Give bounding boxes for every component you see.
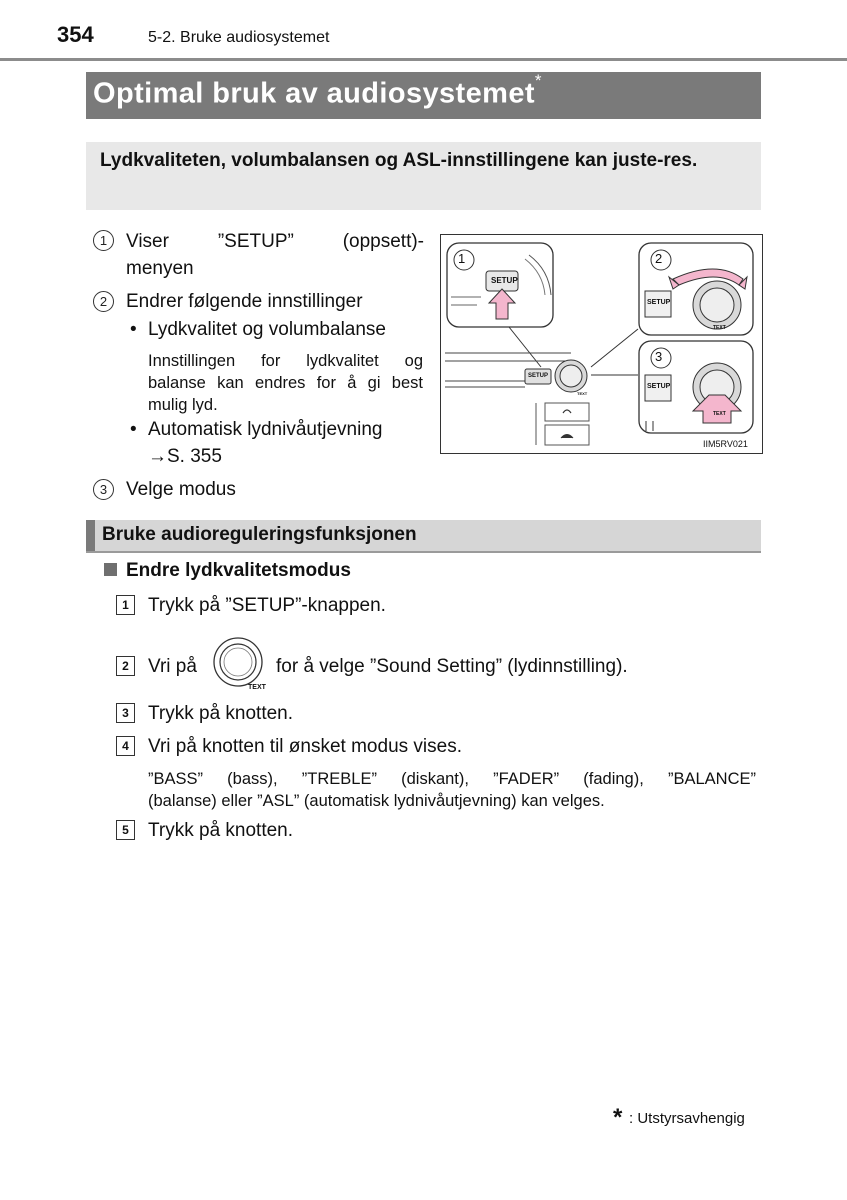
item-3-marker: 3 bbox=[93, 479, 114, 500]
step-1-text: Trykk på ”SETUP”-knappen. bbox=[148, 595, 386, 616]
step-4-number: 4 bbox=[116, 736, 135, 756]
step-2-number: 2 bbox=[116, 656, 135, 676]
subsection-title: Bruke audioreguleringsfunksjonen bbox=[102, 524, 417, 545]
dash-knob-inner bbox=[560, 365, 582, 387]
figure-inset3-setup: SETUP bbox=[647, 383, 671, 390]
figure-inset2-setup: SETUP bbox=[647, 299, 671, 306]
bullet-2-text: Automatisk lydnivåutjevning bbox=[148, 419, 383, 440]
figure-dash-setup-label: SETUP bbox=[528, 373, 549, 379]
figure-illustration bbox=[440, 234, 763, 454]
page-title bbox=[93, 71, 542, 111]
item-3-text: Velge modus bbox=[126, 479, 236, 500]
footnote-text: : Utstyrsavhengig bbox=[629, 1110, 745, 1127]
title-marker: * bbox=[534, 71, 542, 90]
item-1-line2: menyen bbox=[126, 258, 194, 279]
figure-inset2-text: TEXT bbox=[713, 325, 726, 331]
figure-label-3: 3 bbox=[655, 349, 663, 364]
step-4-text: Vri på knotten til ønsket modus vises. bbox=[148, 736, 462, 757]
step-1-number: 1 bbox=[116, 595, 135, 615]
inset-2-knob-inner bbox=[700, 288, 734, 322]
square-bullet-icon bbox=[104, 563, 117, 576]
tune-knob-icon bbox=[212, 636, 264, 688]
bullet-2-dot: • bbox=[130, 419, 137, 440]
title-band bbox=[86, 72, 761, 119]
bullet-2-ref[interactable]: →S. 355 bbox=[148, 446, 222, 467]
figure-setup-label: SETUP bbox=[491, 276, 518, 285]
intro-text: Lydkvaliteten, volumbalansen og ASL-innstillingene kan juste-res. bbox=[100, 150, 698, 171]
page-title-text: Optimal bruk av audiosystemet bbox=[93, 77, 535, 110]
procedure-note-line2: (balanse) eller ”ASL” (automatisk lydnivåutjevning) kan velges. bbox=[148, 792, 605, 810]
procedure-note-line1: ”BASS” (bass), ”TREBLE” (diskant), ”FADER” (fading), ”BALANCE” bbox=[148, 770, 756, 788]
figure-code: IIM5RV021 bbox=[703, 439, 748, 449]
section-heading: 5-2. Bruke audiosystemet bbox=[148, 29, 330, 46]
connector-2 bbox=[591, 329, 638, 367]
item-2-marker: 2 bbox=[93, 291, 114, 312]
step-3-text: Trykk på knotten. bbox=[148, 703, 294, 724]
step-2-post: for å velge ”Sound Setting” (lydinnstilling). bbox=[276, 656, 628, 677]
procedure-heading: Endre lydkvalitetsmodus bbox=[126, 560, 351, 581]
page-number: 354 bbox=[57, 22, 94, 47]
step-3-number: 3 bbox=[116, 703, 135, 723]
step-2-pre: Vri på bbox=[148, 656, 197, 677]
bullet-1-dot: • bbox=[130, 319, 137, 340]
bullet-1-note-line1: Innstillingen for lydkvalitet og bbox=[148, 352, 423, 370]
bullet-1-note-line2: balanse kan endres for å gi best bbox=[148, 374, 423, 392]
footnote-star: * bbox=[613, 1104, 623, 1131]
item-2-text: Endrer følgende innstillinger bbox=[126, 291, 363, 312]
figure-label-1: 1 bbox=[458, 251, 466, 266]
figure-dash-text: TEXT bbox=[577, 391, 588, 396]
step-5-number: 5 bbox=[116, 820, 135, 840]
subsection-marker bbox=[86, 520, 95, 551]
header-rule bbox=[0, 58, 847, 61]
intro-box bbox=[86, 142, 761, 210]
bullet-1-text: Lydkvalitet og volumbalanse bbox=[148, 319, 386, 340]
bullet-1-note-line3: mulig lyd. bbox=[148, 396, 218, 414]
step-5-text: Trykk på knotten. bbox=[148, 820, 294, 841]
subsection-band bbox=[86, 520, 761, 553]
figure-label-2: 2 bbox=[655, 251, 663, 266]
figure-svg bbox=[441, 235, 762, 453]
dash-button-back bbox=[545, 403, 589, 421]
item-1-marker: 1 bbox=[93, 230, 114, 251]
item-1-line1: Viser ”SETUP” (oppsett)- bbox=[126, 231, 424, 252]
figure-inset3-text: TEXT bbox=[713, 411, 726, 417]
knob-text-label: TEXT bbox=[248, 684, 266, 691]
